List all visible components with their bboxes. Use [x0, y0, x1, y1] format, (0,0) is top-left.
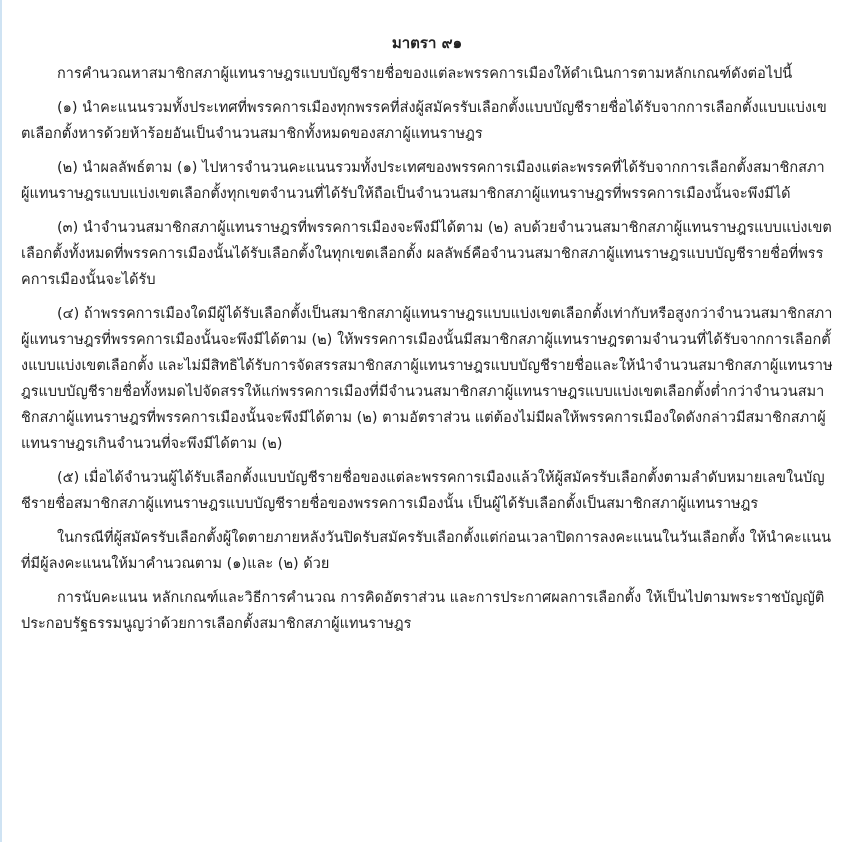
- document-body: [21, 31, 833, 645]
- left-border-rule: [0, 0, 2, 842]
- intro-paragraph: การคำนวณหาสมาชิกสภาผู้แทนราษฎรแบบบัญชีรายชื่อของแต่ละพรรคการเมืองให้ดำเนินการตามหลักเกณฑ์ดังต่อไปนี้: [57, 66, 793, 82]
- section-title: มาตรา ๙๑: [391, 34, 463, 52]
- clause-1-paragraph: (๑) นำคะแนนรวมทั้งประเทศที่พรรคการเมืองทุกพรรคที่ส่งผู้สมัครรับเลือกตั้งแบบบัญชีรายชื่อได้รับจากการเลือกตั้งแบบแบ่งเขตเลือกตั้งหารด้วยห้าร้อยอันเป็นจำนวนสมาชิกทั้งหมดของสภาผู้แทนราษฎร: [21, 100, 827, 142]
- deceased-candidate-paragraph: ในกรณีที่ผู้สมัครรับเลือกตั้งผู้ใดตายภายหลังวันปิดรับสมัครรับเลือกตั้งแต่ก่อนเวลาปิดการลงคะแนนในวันเลือกตั้ง ให้นำคะแนนที่มีผู้ลงคะแนนให้มาคำนวณตาม (๑)และ (๒) ด้วย: [21, 530, 832, 572]
- clause-4-paragraph: (๔) ถ้าพรรคการเมืองใดมีผู้ได้รับเลือกตั้งเป็นสมาชิกสภาผู้แทนราษฎรแบบแบ่งเขตเลือกตั้งเท่ากับหรือสูงกว่าจำนวนสมาชิกสภาผู้แทนราษฎรที่พรรคการเมืองนั้นจะพึงมีได้ตาม (๒) ให้พรรคการเมืองนั้นมีสมาชิกสภาผู้แทนราษฎรตามจำนวนที่ได้รับจากการเลือกตั้งแบบแบ่งเขตเลือกตั้ง และไม่มีสิทธิได้รับการจัดสรรสมาชิกสภาผู้แทนราษฎรแบบบัญชีรายชื่อและให้นำจำนวนสมาชิกสภาผู้แทนราษฎรแบบบัญชีรายชื่อทั้งหมดไปจัดสรรให้แก่พรรคการเมืองที่มีจำนวนสมาชิกสภาผู้แทนราษฎรแบบแบ่งเขตเลือกตั้งต่ำกว่าจำนวนสมาชิกสภาผู้แทนราษฎรที่พรรคการเมืองนั้นจะพึงมีได้ตาม (๒) ตามอัตราส่วน แต่ต้องไม่มีผลให้พรรคการเมืองใดดังกล่าวมีสมาชิกสภาผู้แทนราษฎรเกินจำนวนที่จะพึงมีได้ตาม (๒): [21, 306, 833, 452]
- clause-3-paragraph: (๓) นำจำนวนสมาชิกสภาผู้แทนราษฎรที่พรรคการเมืองจะพึงมีได้ตาม (๒) ลบด้วยจำนวนสมาชิกสภาผู้แทนราษฎรแบบแบ่งเขตเลือกตั้งทั้งหมดที่พรรคการเมืองนั้นได้รับเลือกตั้งในทุกเขตเลือกตั้ง ผลลัพธ์คือจำนวนสมาชิกสภาผู้แทนราษฎรแบบบัญชีรายชื่อที่พรรคการเมืองนั้นจะได้รับ: [21, 220, 832, 288]
- counting-rules-paragraph: การนับคะแนน หลักเกณฑ์และวิธีการคำนวณ การคิดอัตราส่วน และการประกาศผลการเลือกตั้ง ให้เป็นไปตามพระราชบัญญัติประกอบรัฐธรรมนูญว่าด้วยการเลือกตั้งสมาชิกสภาผู้แทนราษฎร: [21, 590, 825, 632]
- clause-5-paragraph: (๕) เมื่อได้จำนวนผู้ได้รับเลือกตั้งแบบบัญชีรายชื่อของแต่ละพรรคการเมืองแล้วให้ผู้สมัครรับเลือกตั้งตามลำดับหมายเลขในบัญชีรายชื่อสมาชิกสภาผู้แทนราษฎรแบบบัญชีรายชื่อของพรรคการเมืองนั้น เป็นผู้ได้รับเลือกตั้งเป็นสมาชิกสภาผู้แทนราษฎร: [21, 470, 825, 512]
- clause-2-paragraph: (๒) นำผลลัพธ์ตาม (๑) ไปหารจำนวนคะแนนรวมทั้งประเทศของพรรคการเมืองแต่ละพรรคที่ได้รับจากการเลือกตั้งสมาชิกสภาผู้แทนราษฎรแบบแบ่งเขตเลือกตั้งทุกเขตจำนวนที่ได้รับให้ถือเป็นจำนวนสมาชิกสภาผู้แทนราษฎรที่พรรคการเมืองนั้นจะพึงมีได้: [21, 160, 825, 202]
